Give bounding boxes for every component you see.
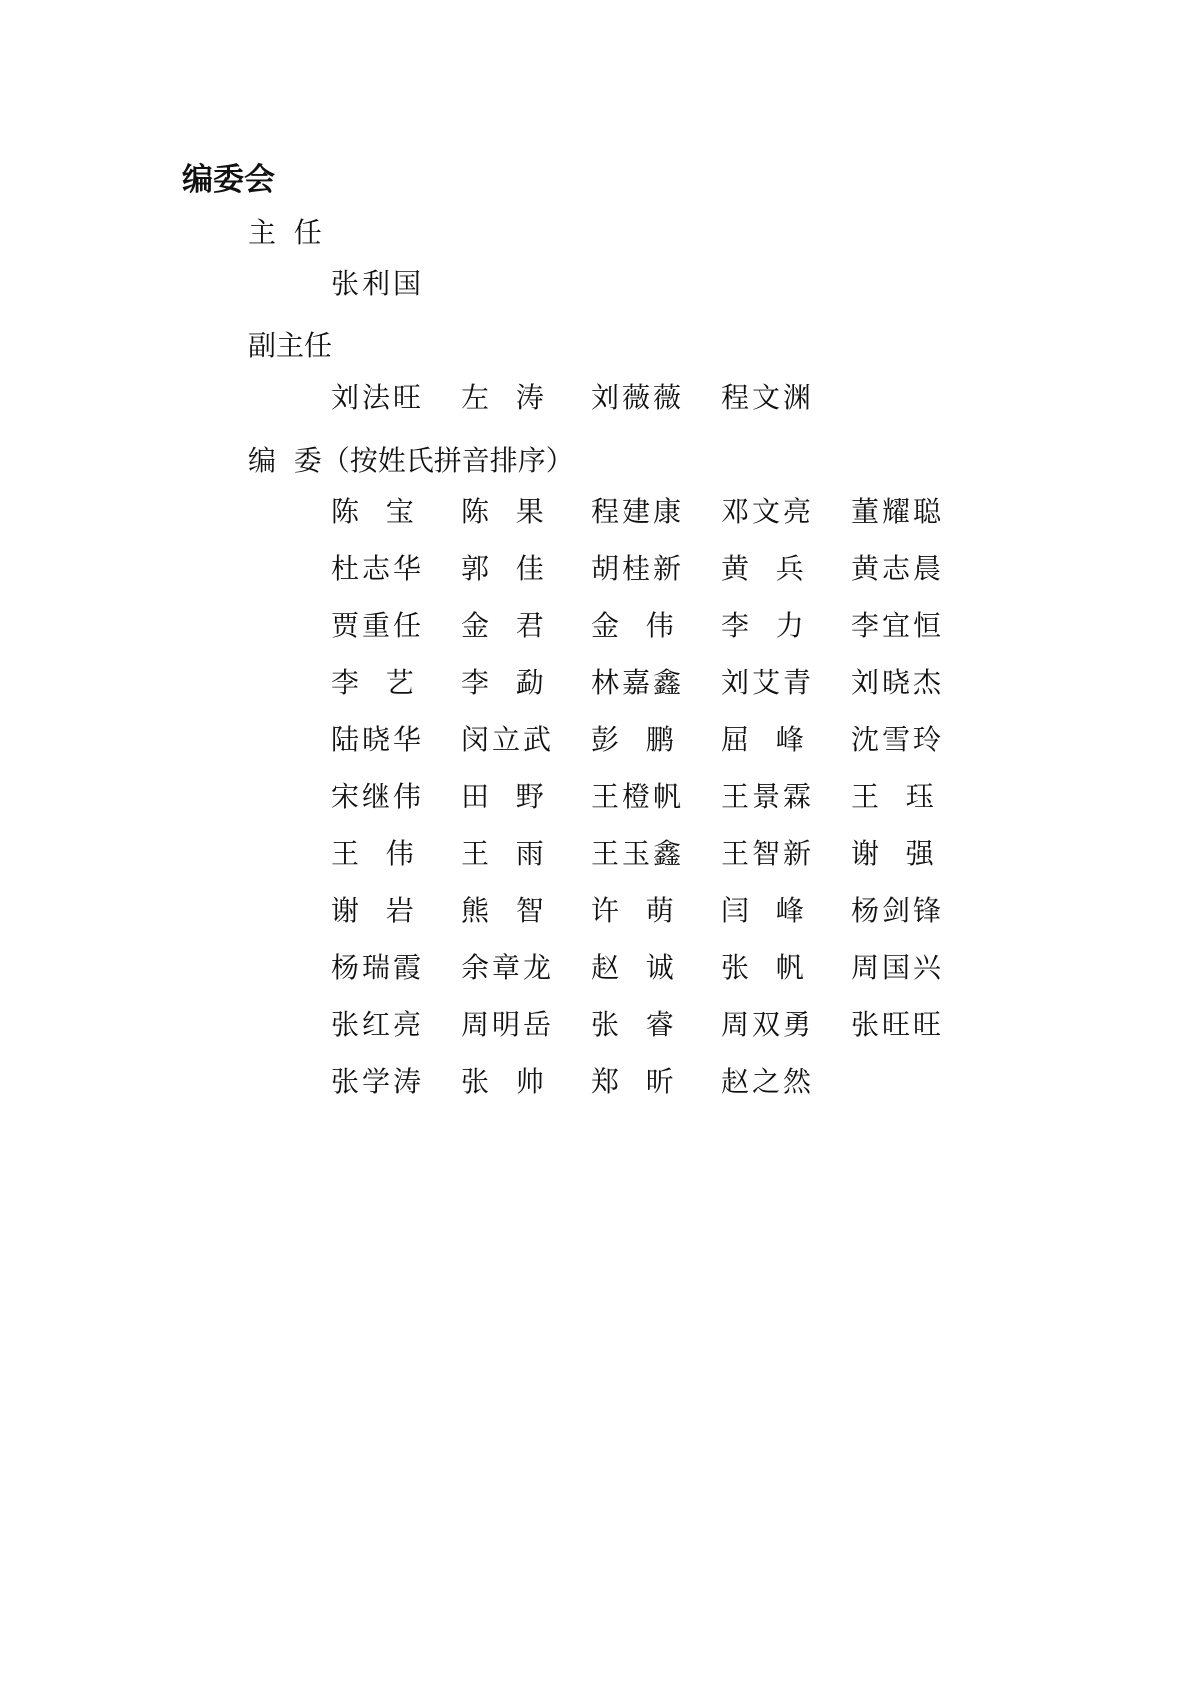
- member-name: 郭 佳: [461, 551, 547, 585]
- name-row: [331, 711, 981, 768]
- member-name: 刘晓杰: [851, 665, 945, 699]
- member-name: 张旺旺: [851, 1007, 945, 1041]
- name-row: [331, 483, 981, 540]
- member-name: 王橙帆: [591, 779, 685, 813]
- member-name: 杨瑞霞: [331, 950, 425, 984]
- deputy-director-names: [331, 369, 851, 426]
- member-name: 谢 岩: [331, 893, 417, 927]
- member-name: 刘艾青: [721, 665, 815, 699]
- member-name: 刘薇薇: [591, 380, 685, 414]
- member-name: 闵立武: [461, 722, 555, 756]
- name-row: [331, 1053, 981, 1110]
- member-name: 陈 宝: [331, 494, 417, 528]
- members-label: 编 委（按姓氏拼音排序）: [248, 444, 574, 477]
- member-name: 王 伟: [331, 836, 417, 870]
- member-name: 张 睿: [591, 1007, 677, 1041]
- deputy-director-label: 副主任: [248, 329, 333, 362]
- member-name: 张利国: [331, 266, 425, 300]
- member-name: 杜志华: [331, 551, 425, 585]
- member-name: 程文渊: [721, 380, 815, 414]
- member-name: 王 雨: [461, 836, 547, 870]
- member-name: 李 艺: [331, 665, 417, 699]
- member-name: 彭 鹏: [591, 722, 677, 756]
- member-name: 郑 昕: [591, 1064, 677, 1098]
- member-name: 周明岳: [461, 1007, 555, 1041]
- member-name: 周双勇: [721, 1007, 815, 1041]
- name-row: [331, 882, 981, 939]
- member-name: 余章龙: [461, 950, 555, 984]
- name-row: [331, 255, 461, 312]
- name-row: [331, 540, 981, 597]
- member-name: 程建康: [591, 494, 685, 528]
- member-name: 刘法旺: [331, 380, 425, 414]
- member-name: 谢 强: [851, 836, 937, 870]
- member-name: 田 野: [461, 779, 547, 813]
- name-row: [331, 939, 981, 996]
- member-name: 金 君: [461, 608, 547, 642]
- name-row: [331, 825, 981, 882]
- member-name: 陆晓华: [331, 722, 425, 756]
- member-name: 许 萌: [591, 893, 677, 927]
- member-name: 王 珏: [851, 779, 937, 813]
- member-name: 邓文亮: [721, 494, 815, 528]
- name-row: [331, 996, 981, 1053]
- director-names: [331, 255, 461, 312]
- members-names: [331, 483, 981, 1110]
- member-name: 赵之然: [721, 1064, 815, 1098]
- member-name: 闫 峰: [721, 893, 807, 927]
- member-name: 王智新: [721, 836, 815, 870]
- member-name: 张 帅: [461, 1064, 547, 1098]
- member-name: 李 力: [721, 608, 807, 642]
- member-name: 屈 峰: [721, 722, 807, 756]
- member-name: 赵 诚: [591, 950, 677, 984]
- member-name: 陈 果: [461, 494, 547, 528]
- member-name: 贾重任: [331, 608, 425, 642]
- member-name: 王玉鑫: [591, 836, 685, 870]
- member-name: 董耀聪: [851, 494, 945, 528]
- member-name: 金 伟: [591, 608, 677, 642]
- member-name: 张红亮: [331, 1007, 425, 1041]
- member-name: 左 涛: [461, 380, 547, 414]
- member-name: 林嘉鑫: [591, 665, 685, 699]
- member-name: 宋继伟: [331, 779, 425, 813]
- name-row: [331, 597, 981, 654]
- member-name: 王景霖: [721, 779, 815, 813]
- name-row: [331, 768, 981, 825]
- member-name: 黄 兵: [721, 551, 807, 585]
- member-name: 熊 智: [461, 893, 547, 927]
- member-name: 张学涛: [331, 1064, 425, 1098]
- member-name: 沈雪玲: [851, 722, 945, 756]
- member-name: 杨剑锋: [851, 893, 945, 927]
- member-name: 李宜恒: [851, 608, 945, 642]
- name-row: [331, 369, 851, 426]
- member-name: 周国兴: [851, 950, 945, 984]
- page-title: 编委会: [182, 162, 275, 198]
- member-name: 张 帆: [721, 950, 807, 984]
- member-name: 李 勐: [461, 665, 547, 699]
- member-name: 胡桂新: [591, 551, 685, 585]
- name-row: [331, 654, 981, 711]
- member-name: 黄志晨: [851, 551, 945, 585]
- director-label: 主 任: [248, 216, 322, 249]
